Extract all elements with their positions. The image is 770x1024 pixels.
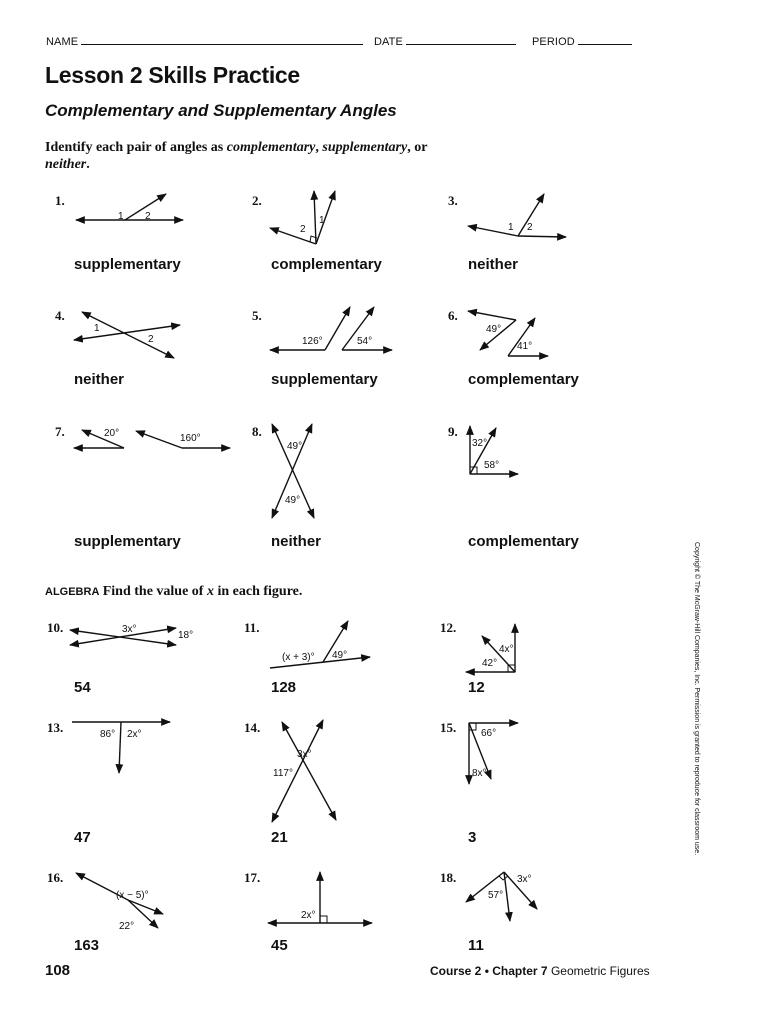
angle-label: 3x°	[122, 624, 137, 635]
problem-answer: neither	[74, 371, 125, 388]
instr-var: x	[206, 584, 214, 599]
angle-label: 2	[145, 211, 151, 222]
problem-answer: 54	[74, 679, 91, 696]
problem-answer: complementary	[468, 371, 579, 388]
problem-answer: 128	[271, 679, 297, 696]
figure-6	[468, 311, 548, 356]
instr-text: in each figure.	[213, 584, 303, 599]
problem-answer: neither	[271, 533, 322, 550]
angle-label: (x − 5)°	[116, 890, 149, 901]
angle-label: (x + 3)°	[282, 652, 315, 663]
angle-label: 1	[94, 323, 100, 334]
page-subtitle: Complementary and Supplementary Angles	[45, 101, 397, 120]
instr-word: neither	[45, 157, 87, 172]
date-label: DATE	[374, 36, 403, 48]
problem-number: 16.	[47, 870, 64, 885]
angle-label: 20°	[104, 428, 120, 439]
period-label: PERIOD	[532, 36, 575, 48]
instr-text: , or	[407, 140, 428, 155]
angle-label: 1	[319, 215, 325, 226]
problem-number: 12.	[440, 620, 457, 635]
problem-number: 11.	[244, 620, 260, 635]
problem-number: 14.	[244, 720, 261, 735]
angle-label: 42°	[482, 658, 498, 669]
problem-number: 18.	[440, 870, 457, 885]
instr-text: .	[86, 157, 90, 172]
figure-13	[72, 722, 170, 773]
angle-label: 66°	[481, 728, 497, 739]
figure-2	[270, 191, 335, 244]
problem-number: 2.	[252, 193, 262, 208]
problem-number: 4.	[55, 308, 65, 323]
problem-answer: neither	[468, 256, 519, 273]
problem-answer: 12	[468, 679, 485, 696]
figure-4	[74, 312, 180, 358]
angle-label: 49°	[287, 441, 303, 452]
problem-number: 3.	[448, 193, 458, 208]
figure-7	[74, 430, 230, 448]
angle-label: 41°	[517, 341, 533, 352]
figure-1	[76, 194, 183, 220]
angle-label: 57°	[488, 890, 504, 901]
angle-label: 160°	[180, 433, 201, 444]
figure-3	[468, 194, 566, 237]
figure-17	[268, 872, 372, 923]
instr-text: Find the value of	[102, 584, 207, 599]
angle-label: 32°	[472, 438, 488, 449]
problem-answer: complementary	[271, 256, 382, 273]
problem-number: 17.	[244, 870, 261, 885]
bullet: •	[484, 964, 489, 978]
angle-label: 1	[508, 222, 514, 233]
angle-label: 49°	[332, 650, 348, 661]
problem-number: 15.	[440, 720, 457, 735]
footer-course	[430, 964, 650, 978]
angle-label: 3x°	[517, 874, 532, 885]
problem-answer: 11	[468, 937, 484, 954]
problem-number: 7.	[55, 424, 65, 439]
angle-label: 2x°	[301, 910, 316, 921]
angle-label: 86°	[100, 729, 116, 740]
problem-answer: 163	[74, 937, 100, 954]
angle-label: 2x°	[127, 729, 142, 740]
angle-label: 126°	[302, 336, 323, 347]
copyright-notice: Copyright © The McGraw-Hill Companies, Inc. Permission is granted to reproduce for classroom use.	[693, 542, 700, 856]
page-title: Lesson 2 Skills Practice	[45, 62, 300, 88]
algebra-tag: ALGEBRA	[45, 586, 100, 598]
problem-answer: 45	[271, 937, 288, 954]
problem-number: 10.	[47, 620, 64, 635]
problem-number: 1.	[55, 193, 65, 208]
page-number: 108	[45, 962, 71, 979]
problem-number: 9.	[448, 424, 458, 439]
problem-answer: 47	[74, 829, 91, 846]
instr-text: ,	[315, 140, 323, 155]
angle-label: 2	[300, 224, 306, 235]
angle-label: 54°	[357, 336, 373, 347]
angle-label: 2	[527, 222, 533, 233]
instr-word: supplementary	[322, 140, 408, 155]
problem-number: 6.	[448, 308, 458, 323]
problem-answer: 21	[271, 829, 288, 846]
chapter-title: Geometric Figures	[550, 964, 650, 978]
problem-number: 8.	[252, 424, 262, 439]
instr-text: Identify each pair of angles as	[45, 140, 227, 155]
problem-answer: 3	[468, 829, 477, 846]
problem-number: 5.	[252, 308, 262, 323]
angle-label: 117°	[273, 768, 293, 779]
course-label: Course 2	[430, 964, 482, 978]
angle-label: 1	[118, 211, 124, 222]
angle-label: 49°	[486, 324, 502, 335]
problem-number: 13.	[47, 720, 64, 735]
angle-label: 8x°	[472, 768, 487, 779]
problem-answer: supplementary	[74, 256, 181, 273]
chapter-label: Chapter 7	[492, 964, 548, 978]
angle-label: 4x°	[499, 644, 514, 655]
angle-label: 2	[148, 334, 154, 345]
angle-label: 58°	[484, 460, 500, 471]
instr-word: complementary	[226, 140, 316, 155]
problem-answer: complementary	[468, 533, 579, 550]
problem-answer: supplementary	[271, 371, 378, 388]
figure-5	[270, 307, 392, 350]
angle-labels	[94, 211, 533, 932]
angle-label: 3x°	[297, 749, 312, 760]
angle-label: 49°	[285, 495, 301, 506]
angle-label: 22°	[119, 921, 135, 932]
angle-label: 18°	[178, 630, 194, 641]
problem-answer: supplementary	[74, 533, 181, 550]
name-label: NAME	[46, 36, 79, 48]
